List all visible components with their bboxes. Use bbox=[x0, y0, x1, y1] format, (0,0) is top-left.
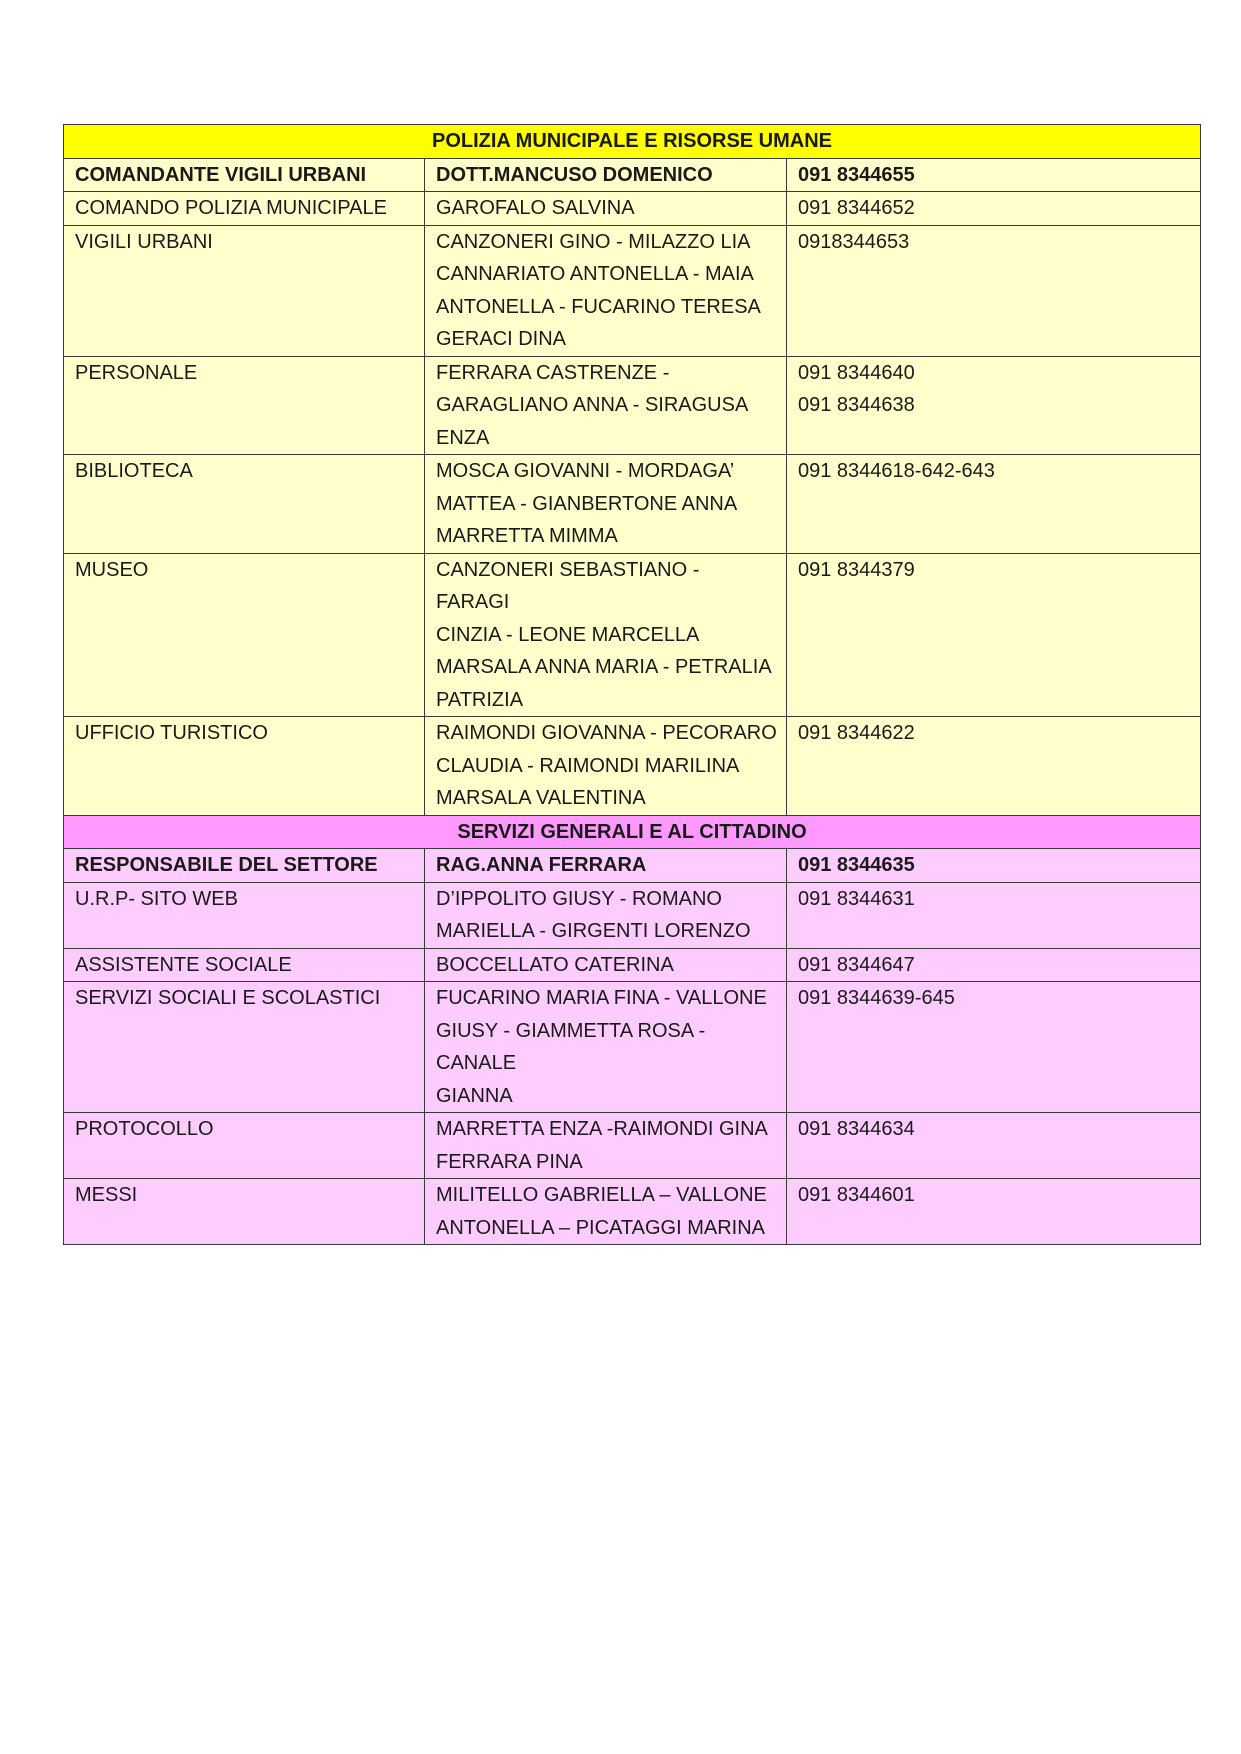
staff-name-line: GAROFALO SALVINA bbox=[436, 197, 635, 219]
table-row bbox=[64, 982, 1201, 1113]
section-header-row bbox=[64, 815, 1201, 849]
staff-name-line: MARRETTA MIMMA bbox=[436, 525, 618, 547]
phone-numbers bbox=[787, 356, 1201, 455]
staff-names bbox=[425, 553, 787, 717]
staff-names bbox=[425, 849, 787, 883]
phone-number: 0918344653 bbox=[798, 230, 910, 253]
phone-number: 091 8344634 bbox=[798, 1118, 915, 1140]
office-role: ASSISTENTE SOCIALE bbox=[64, 948, 425, 982]
staff-name-line: CINZIA - LEONE MARCELLA bbox=[436, 623, 700, 646]
staff-name-line: FERRARA PINA bbox=[436, 1150, 583, 1173]
staff-names bbox=[425, 158, 787, 192]
staff-name-line: GIUSY - GIAMMETTA ROSA - CANALE bbox=[436, 1019, 706, 1074]
office-role: U.R.P- SITO WEB bbox=[64, 882, 425, 948]
staff-name-line: RAG.ANNA FERRARA bbox=[436, 854, 647, 876]
phone-numbers bbox=[787, 948, 1201, 982]
staff-name-line: BOCCELLATO CATERINA bbox=[436, 953, 674, 976]
phone-numbers bbox=[787, 225, 1201, 356]
section-header-row bbox=[64, 125, 1201, 159]
staff-name-line: ENZA bbox=[436, 426, 490, 449]
phone-number: 091 8344379 bbox=[798, 558, 915, 581]
table-row bbox=[64, 356, 1201, 455]
section-title: POLIZIA MUNICIPALE E RISORSE UMANE bbox=[64, 125, 1201, 159]
section-title: SERVIZI GENERALI E AL CITTADINO bbox=[64, 815, 1201, 849]
office-role: PERSONALE bbox=[64, 356, 425, 455]
staff-name-line: CANZONERI GINO - MILAZZO LIA bbox=[436, 230, 751, 253]
table-row bbox=[64, 455, 1201, 554]
phone-number: 091 8344622 bbox=[798, 722, 915, 744]
phone-number: 091 8344638 bbox=[798, 394, 915, 416]
office-role: SERVIZI SOCIALI E SCOLASTICI bbox=[64, 982, 425, 1113]
staff-name-line: FERRARA CASTRENZE - bbox=[436, 361, 670, 384]
table-row bbox=[64, 1113, 1201, 1179]
staff-name-line: MARSALA ANNA MARIA - PETRALIA bbox=[436, 656, 772, 678]
staff-name-line: ANTONELLA – PICATAGGI MARINA bbox=[436, 1216, 765, 1239]
phone-number: 091 8344618-642-643 bbox=[798, 460, 995, 482]
staff-names bbox=[425, 192, 787, 226]
office-role: MUSEO bbox=[64, 553, 425, 717]
phone-numbers bbox=[787, 1113, 1201, 1179]
table-row bbox=[64, 553, 1201, 717]
phone-numbers bbox=[787, 455, 1201, 554]
office-role: UFFICIO TURISTICO bbox=[64, 717, 425, 816]
table-row bbox=[64, 882, 1201, 948]
table-row bbox=[64, 192, 1201, 226]
office-role: RESPONSABILE DEL SETTORE bbox=[64, 849, 425, 883]
phone-number: 091 8344639-645 bbox=[798, 987, 955, 1009]
staff-name-line: D’IPPOLITO GIUSY - ROMANO bbox=[436, 887, 722, 910]
section-head-row bbox=[64, 849, 1201, 883]
staff-name-line: GIANNA bbox=[436, 1084, 513, 1107]
phone-number: 091 8344635 bbox=[798, 854, 915, 876]
staff-name-line: MOSCA GIOVANNI - MORDAGA’ bbox=[436, 460, 735, 482]
office-role: VIGILI URBANI bbox=[64, 225, 425, 356]
staff-names bbox=[425, 1179, 787, 1245]
staff-names bbox=[425, 717, 787, 816]
staff-names bbox=[425, 225, 787, 356]
table-row bbox=[64, 1179, 1201, 1245]
phone-numbers bbox=[787, 192, 1201, 226]
staff-names bbox=[425, 455, 787, 554]
staff-name-line: PATRIZIA bbox=[436, 688, 524, 711]
staff-name-line: MARSALA VALENTINA bbox=[436, 787, 646, 809]
staff-name-line: MARRETTA ENZA -RAIMONDI GINA bbox=[436, 1118, 768, 1140]
phone-number: 091 8344631 bbox=[798, 887, 915, 910]
table-row bbox=[64, 225, 1201, 356]
directory-body bbox=[64, 125, 1201, 1245]
staff-name-line: CANNARIATO ANTONELLA - MAIA bbox=[436, 263, 754, 285]
staff-name-line: MARIELLA - GIRGENTI LORENZO bbox=[436, 920, 751, 942]
staff-name-line: CANZONERI SEBASTIANO - FARAGI bbox=[436, 558, 700, 613]
phone-numbers bbox=[787, 882, 1201, 948]
table-row bbox=[64, 948, 1201, 982]
staff-directory-table bbox=[63, 124, 1201, 1245]
staff-names bbox=[425, 882, 787, 948]
phone-numbers bbox=[787, 982, 1201, 1113]
section-head-row bbox=[64, 158, 1201, 192]
staff-name-line: CLAUDIA - RAIMONDI MARILINA bbox=[436, 754, 740, 777]
phone-numbers bbox=[787, 717, 1201, 816]
staff-name-line: ANTONELLA - FUCARINO TERESA bbox=[436, 295, 761, 318]
phone-number: 091 8344601 bbox=[798, 1184, 915, 1206]
phone-number: 091 8344647 bbox=[798, 953, 915, 976]
office-role: COMANDANTE VIGILI URBANI bbox=[64, 158, 425, 192]
staff-names bbox=[425, 948, 787, 982]
office-role: COMANDO POLIZIA MUNICIPALE bbox=[64, 192, 425, 226]
staff-name-line: RAIMONDI GIOVANNA - PECORARO bbox=[436, 722, 777, 744]
staff-name-line: FUCARINO MARIA FINA - VALLONE bbox=[436, 987, 767, 1009]
office-role: BIBLIOTECA bbox=[64, 455, 425, 554]
staff-name-line: DOTT.MANCUSO DOMENICO bbox=[436, 163, 713, 186]
staff-names bbox=[425, 356, 787, 455]
staff-name-line: MATTEA - GIANBERTONE ANNA bbox=[436, 492, 738, 515]
table-row bbox=[64, 717, 1201, 816]
phone-numbers bbox=[787, 158, 1201, 192]
staff-name-line: GERACI DINA bbox=[436, 328, 567, 350]
staff-names bbox=[425, 1113, 787, 1179]
phone-numbers bbox=[787, 849, 1201, 883]
phone-number: 091 8344655 bbox=[798, 163, 915, 186]
staff-names bbox=[425, 982, 787, 1113]
phone-number: 091 8344652 bbox=[798, 197, 915, 219]
staff-name-line: MILITELLO GABRIELLA – VALLONE bbox=[436, 1184, 767, 1206]
office-role: PROTOCOLLO bbox=[64, 1113, 425, 1179]
phone-number: 091 8344640 bbox=[798, 361, 915, 384]
office-role: MESSI bbox=[64, 1179, 425, 1245]
phone-numbers bbox=[787, 1179, 1201, 1245]
staff-name-line: GARAGLIANO ANNA - SIRAGUSA bbox=[436, 394, 749, 416]
phone-numbers bbox=[787, 553, 1201, 717]
